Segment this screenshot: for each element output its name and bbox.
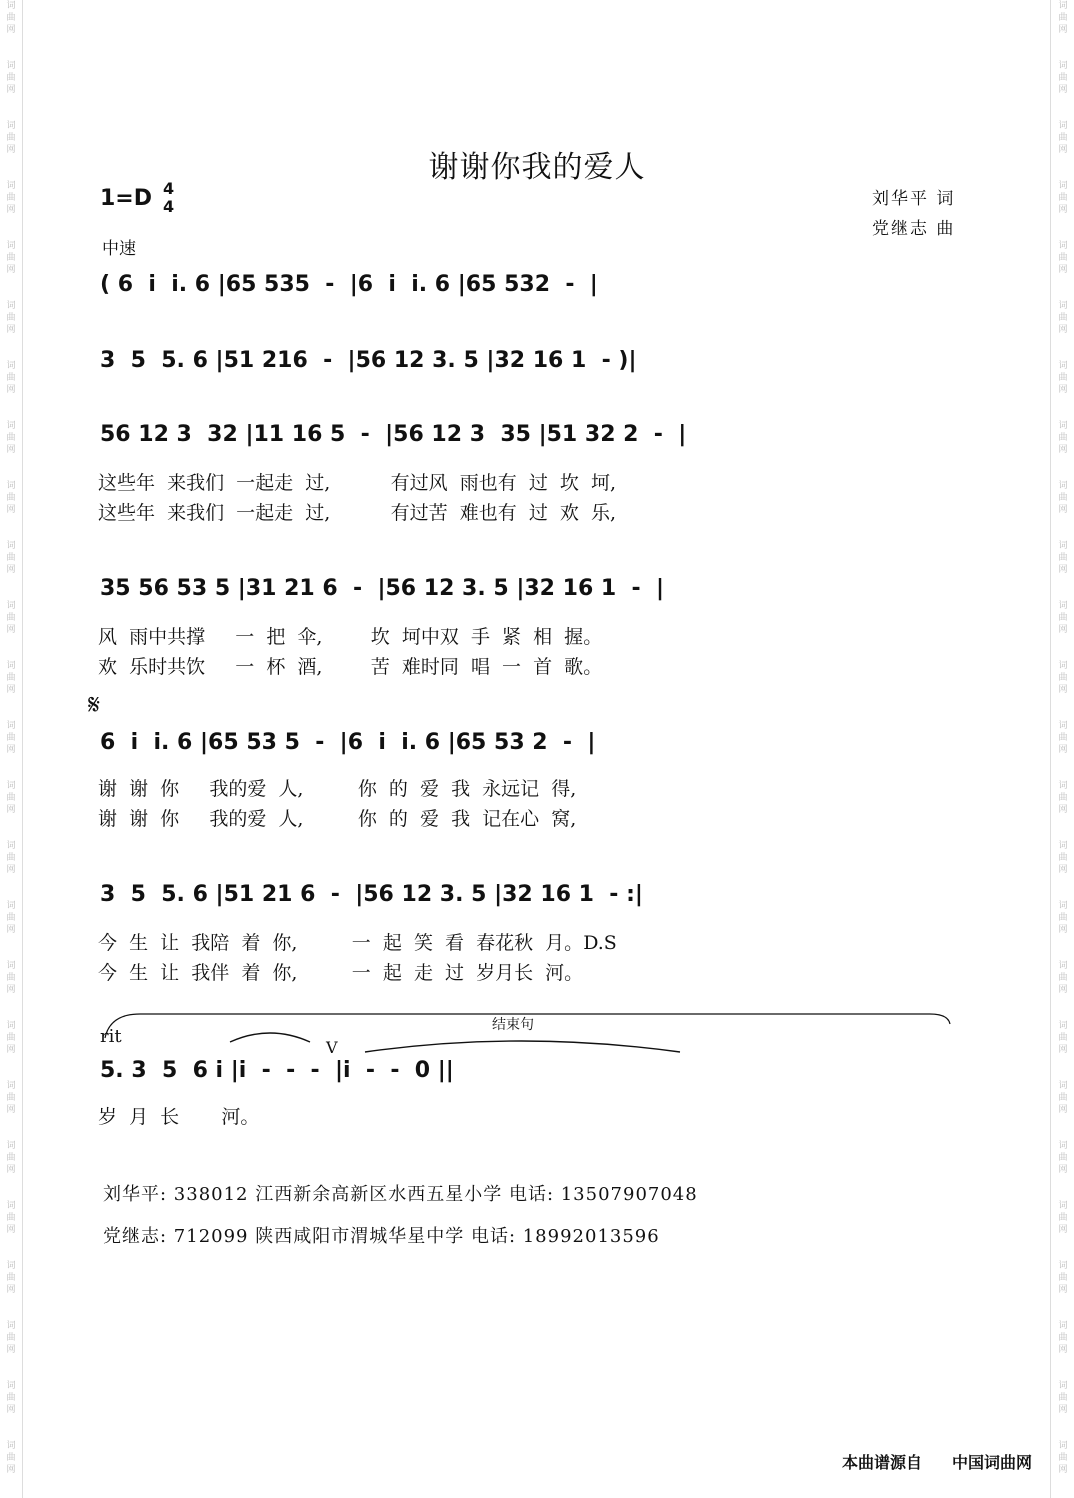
watermark-text: 词 曲 网 xyxy=(1058,961,1068,995)
watermark-text: 词 曲 网 xyxy=(6,901,16,935)
source-site-link[interactable]: 中国词曲网 xyxy=(952,1453,1033,1472)
watermark-text: 词 曲 网 xyxy=(1058,121,1068,155)
composer-credit: 党继志 曲 xyxy=(872,219,956,239)
lyrics-row-5-verse-1: 谢 谢 你 我的爱 人, 你 的 爱 我 永远记 得, xyxy=(98,778,577,800)
watermark-text: 词 曲 网 xyxy=(1058,541,1068,575)
song-title: 谢谢你我的爱人 xyxy=(428,150,646,185)
watermark-text: 词 曲 网 xyxy=(1058,1201,1068,1235)
watermark-text: 词 曲 网 xyxy=(6,481,16,515)
lyrics-row-4-verse-2: 欢 乐时共饮 一 杯 酒, 苦 难时同 唱 一 首 歌。 xyxy=(98,656,603,678)
notation-row-2: 3 5 5. 6 |51 216 - |56 12 3. 5 |32 16 1 - )| xyxy=(100,348,637,373)
watermark-text: 词 曲 网 xyxy=(6,121,16,155)
watermark-text: 词 曲 网 xyxy=(6,1261,16,1295)
tempo-marking: 中速 xyxy=(102,239,136,259)
notation-row-1: ( 6 i i. 6 |65 535 - |6 i i. 6 |65 532 - | xyxy=(100,272,598,297)
lyricist-credit: 刘华平 词 xyxy=(872,189,956,209)
watermark-text: 词 曲 网 xyxy=(1058,841,1068,875)
lyrics-row-7: 岁 月 长 河。 xyxy=(98,1106,260,1128)
watermark-text: 词 曲 网 xyxy=(6,1201,16,1235)
watermark-text: 词 曲 网 xyxy=(1058,901,1068,935)
watermark-text: 词 曲 网 xyxy=(6,601,16,635)
watermark-text: 词 曲 网 xyxy=(6,1381,16,1415)
watermark-text: 词 曲 网 xyxy=(1058,61,1068,95)
rit-marking: rit xyxy=(100,1026,122,1047)
watermark-text: 词 曲 网 xyxy=(6,181,16,215)
watermark-text: 词 曲 网 xyxy=(1058,601,1068,635)
segno-sign: 𝄋 xyxy=(88,688,101,721)
composer-contact: 党继志: 712099 陕西咸阳市渭城华星中学 电话: 18992013596 xyxy=(103,1226,660,1247)
lyricist-contact: 刘华平: 338012 江西新余高新区水西五星小学 电话: 13507907048 xyxy=(103,1184,698,1205)
watermark-text: 词 曲 网 xyxy=(1058,241,1068,275)
source-label: 本曲谱源自 xyxy=(842,1453,923,1472)
watermark-text: 词 曲 网 xyxy=(1058,721,1068,755)
watermark-text: 词 曲 网 xyxy=(6,421,16,455)
watermark-text: 词 曲 网 xyxy=(6,1141,16,1175)
watermark-text: 词 曲 网 xyxy=(1058,1,1068,35)
watermark-text: 词 曲 网 xyxy=(6,1,16,35)
watermark-text: 词 曲 网 xyxy=(1058,181,1068,215)
left-margin-line xyxy=(22,0,23,1498)
notation-row-3: 56 12 3 32 |11 16 5 - |56 12 3 35 |51 32 2 - | xyxy=(100,422,687,447)
lyrics-row-3-verse-1: 这些年 来我们 一起走 过, 有过风 雨也有 过 坎 坷, xyxy=(98,472,617,494)
watermark-text: 词 曲 网 xyxy=(6,721,16,755)
watermark-text: 词 曲 网 xyxy=(6,1321,16,1355)
watermark-text: 词 曲 网 xyxy=(6,961,16,995)
watermark-text: 词 曲 网 xyxy=(1058,421,1068,455)
watermark-text: 词 曲 网 xyxy=(1058,481,1068,515)
watermark-text: 词 曲 网 xyxy=(6,1021,16,1055)
notation-row-4: 35 56 53 5 |31 21 6 - |56 12 3. 5 |32 16 1 - | xyxy=(100,576,665,601)
breath-mark: V xyxy=(326,1038,338,1057)
watermark-text: 词 曲 网 xyxy=(1058,1441,1068,1475)
watermark-text: 词 曲 网 xyxy=(1058,1381,1068,1415)
watermark-text: 词 曲 网 xyxy=(1058,1141,1068,1175)
watermark-text: 词 曲 网 xyxy=(1058,661,1068,695)
lyrics-row-4-verse-1: 风 雨中共撑 一 把 伞, 坎 坷中双 手 紧 相 握。 xyxy=(98,626,603,648)
lyrics-row-5-verse-2: 谢 谢 你 我的爱 人, 你 的 爱 我 记在心 窝, xyxy=(98,808,577,830)
lyrics-row-6-verse-1: 今 生 让 我陪 着 你, 一 起 笑 看 春花秋 月。D.S xyxy=(98,932,617,954)
watermark-text: 词 曲 网 xyxy=(6,1081,16,1115)
watermark-text: 词 曲 网 xyxy=(1058,361,1068,395)
notation-row-5: 6 i i. 6 |65 53 5 - |6 i i. 6 |65 53 2 - | xyxy=(100,730,596,755)
watermark-text: 词 曲 网 xyxy=(1058,301,1068,335)
watermark-text: 词 曲 网 xyxy=(6,541,16,575)
lyrics-row-3-verse-2: 这些年 来我们 一起走 过, 有过苦 难也有 过 欢 乐, xyxy=(98,502,617,524)
watermark-text: 词 曲 网 xyxy=(6,241,16,275)
time-signature: 4 4 xyxy=(163,179,175,216)
notation-row-7: 5. 3 5 6 i |i - - - |i - - 0 || xyxy=(100,1058,454,1083)
watermark-text: 词 曲 网 xyxy=(6,361,16,395)
watermark-text: 词 曲 网 xyxy=(1058,1021,1068,1055)
watermark-text: 词 曲 网 xyxy=(1058,1321,1068,1355)
watermark-text: 词 曲 网 xyxy=(6,661,16,695)
right-margin-line xyxy=(1050,0,1051,1498)
watermark-text: 词 曲 网 xyxy=(6,1441,16,1475)
watermark-text: 词 曲 网 xyxy=(1058,1081,1068,1115)
lyrics-row-6-verse-2: 今 生 让 我伴 着 你, 一 起 走 过 岁月长 河。 xyxy=(98,962,584,984)
key-signature: 1=D xyxy=(100,186,153,211)
watermark-text: 词 曲 网 xyxy=(6,61,16,95)
watermark-text: 词 曲 网 xyxy=(6,301,16,335)
watermark-text: 词 曲 网 xyxy=(1058,1261,1068,1295)
notation-row-6: 3 5 5. 6 |51 21 6 - |56 12 3. 5 |32 16 1 - :| xyxy=(100,882,643,907)
ending-label: 结束句 xyxy=(492,1017,534,1033)
watermark-text: 词 曲 网 xyxy=(6,781,16,815)
watermark-text: 词 曲 网 xyxy=(1058,781,1068,815)
watermark-text: 词 曲 网 xyxy=(6,841,16,875)
